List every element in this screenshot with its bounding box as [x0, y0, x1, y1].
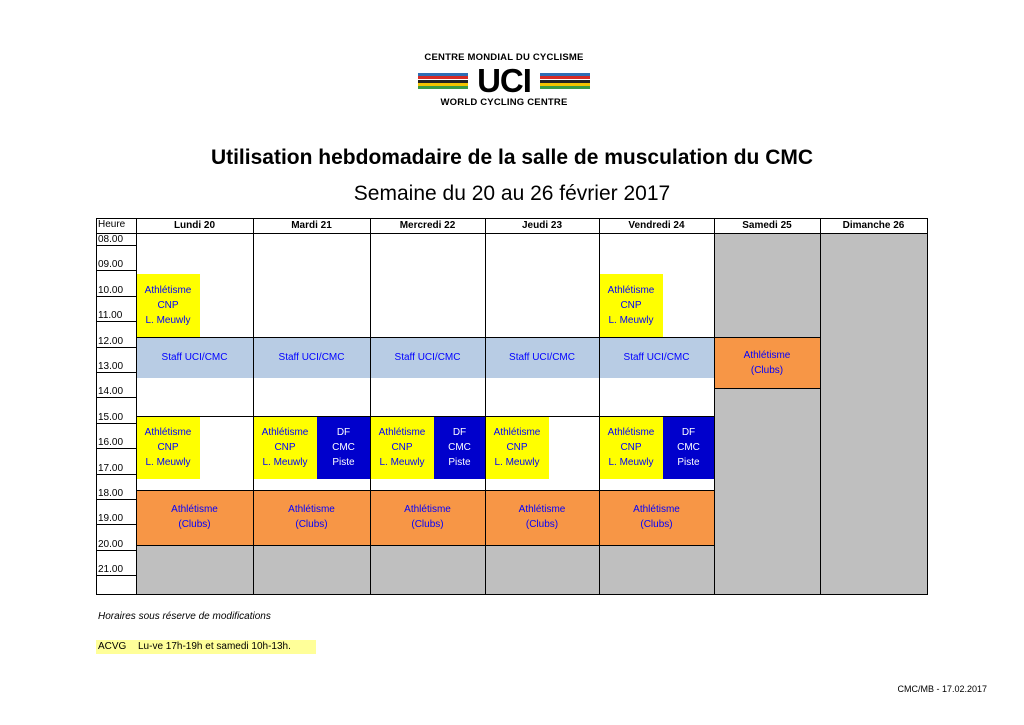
block-text: Athlétisme	[607, 427, 655, 439]
day-header: Mardi 21	[291, 220, 332, 231]
acvg-row	[96, 640, 316, 654]
block-text: Athlétisme	[518, 504, 566, 516]
time-row-line	[96, 347, 136, 348]
block-text: Staff UCI/CMC	[161, 351, 228, 363]
block-text: Athlétisme	[607, 284, 655, 296]
acvg-label: ACVG	[98, 641, 127, 652]
day-header: Jeudi 23	[521, 220, 563, 231]
page-subtitle: Semaine du 20 au 26 février 2017	[353, 182, 671, 205]
block-clubs-evening	[485, 490, 599, 546]
document-reference: CMC/MB - 17.02.2017	[897, 684, 987, 694]
column-line	[599, 218, 600, 595]
block-text: Athlétisme	[743, 349, 791, 361]
schedule-separator	[136, 490, 714, 491]
time-row-line	[96, 397, 136, 398]
block-text: Piste	[448, 457, 471, 469]
block-text: CMC	[332, 442, 355, 454]
block-text: Athlétisme	[288, 504, 335, 516]
closed-area-sunday	[820, 233, 927, 594]
day-header: Lundi 20	[173, 220, 216, 231]
block-df-piste	[434, 416, 485, 480]
block-text: (Clubs)	[525, 519, 559, 531]
acvg-text: Lu-ve 17h-19h et samedi 10h-13h.	[138, 641, 291, 652]
block-staff	[599, 337, 714, 378]
block-cnp-afternoon	[599, 416, 663, 480]
block-df-piste	[317, 416, 370, 480]
block-text: (Clubs)	[640, 519, 673, 531]
block-text: CNP	[620, 442, 642, 454]
time-row-line	[96, 245, 136, 246]
block-text: CNP	[620, 299, 642, 311]
block-df-piste	[663, 416, 714, 480]
column-line	[927, 218, 928, 595]
schedule-separator	[136, 337, 714, 338]
closed-area-saturday-afternoon	[714, 388, 820, 594]
time-label: 09.00	[98, 259, 124, 271]
block-text: Staff UCI/CMC	[509, 351, 575, 363]
page-title: Utilisation hebdomadaire de la salle de musculation du CMC	[210, 146, 814, 169]
block-text: CNP	[506, 442, 528, 454]
block-text: Staff UCI/CMC	[394, 351, 461, 363]
block-clubs-saturday	[714, 337, 820, 388]
block-staff	[253, 337, 370, 378]
block-text: Staff UCI/CMC	[623, 351, 690, 363]
time-label: 12.00	[98, 335, 124, 347]
block-cnp-afternoon	[253, 416, 317, 480]
block-text: CNP	[391, 442, 413, 454]
block-text: CMC	[448, 442, 471, 454]
time-row-line	[96, 270, 136, 271]
disclaimer-note: Horaires sous réserve de modifications	[98, 611, 271, 622]
block-text: Athlétisme	[144, 427, 192, 439]
table-border-bottom	[96, 594, 927, 595]
time-label: 13.00	[98, 361, 124, 372]
time-row-line	[96, 550, 136, 551]
block-text: Athlétisme	[378, 427, 426, 439]
column-line	[820, 218, 821, 595]
time-row-line	[96, 524, 136, 525]
block-text: L. Meuwly	[145, 457, 191, 469]
block-text: Athlétisme	[404, 504, 451, 516]
time-label: 16.00	[98, 437, 124, 449]
schedule-separator	[714, 388, 820, 389]
block-text: CNP	[274, 442, 296, 454]
schedule-separator	[714, 337, 820, 338]
time-row-line	[96, 423, 136, 424]
block-text: (Clubs)	[295, 519, 328, 531]
time-label: 14.00	[98, 386, 124, 398]
schedule-separator	[136, 545, 714, 546]
time-row-line	[96, 448, 136, 449]
block-text: Piste	[677, 457, 700, 469]
header-border	[96, 233, 927, 234]
time-label: 08.00	[98, 234, 124, 245]
column-line	[370, 218, 371, 595]
block-text: DF	[336, 427, 351, 439]
time-label: 18.00	[98, 488, 124, 499]
time-label: 10.00	[98, 284, 124, 296]
block-text: Athlétisme	[171, 504, 218, 516]
block-text: L. Meuwly	[262, 457, 308, 469]
uci-logo	[418, 52, 590, 110]
block-text: Athlétisme	[493, 427, 541, 439]
logo-uci-text: UCI	[468, 65, 540, 97]
block-staff	[485, 337, 599, 378]
block-text: L. Meuwly	[494, 457, 540, 469]
day-header: Dimanche 26	[842, 220, 905, 231]
block-text: Athlétisme	[261, 427, 309, 439]
block-cnp-afternoon	[136, 416, 200, 480]
day-header: Samedi 25	[742, 220, 792, 231]
time-label: 21.00	[98, 564, 124, 576]
block-text: L. Meuwly	[608, 314, 654, 326]
block-cnp-morning	[136, 274, 200, 338]
logo-mark	[418, 62, 590, 99]
block-text: Athlétisme	[144, 284, 192, 296]
time-row-line	[96, 321, 136, 322]
block-cnp-afternoon	[370, 416, 434, 480]
time-label: 20.00	[98, 538, 124, 550]
time-label: 17.00	[98, 462, 124, 474]
block-staff	[370, 337, 485, 378]
schedule-separator	[136, 416, 714, 417]
block-text: (Clubs)	[750, 364, 784, 376]
time-label: 15.00	[98, 411, 124, 423]
day-header: Mercredi 22	[399, 220, 456, 231]
column-line	[485, 218, 486, 595]
day-header: Vendredi 24	[628, 220, 685, 231]
column-line	[136, 218, 137, 595]
time-row-line	[96, 575, 136, 576]
block-text: L. Meuwly	[379, 457, 425, 469]
block-text: CMC	[677, 442, 700, 454]
logo-bottom-text: WORLD CYCLING CENTRE	[440, 97, 568, 108]
time-row-line	[96, 372, 136, 373]
time-row-line	[96, 499, 136, 500]
block-cnp-afternoon	[485, 416, 549, 480]
column-line	[253, 218, 254, 595]
table-corner-label: Heure	[98, 219, 126, 230]
block-clubs-evening	[253, 490, 370, 546]
block-text: (Clubs)	[178, 519, 211, 531]
block-staff	[136, 337, 253, 378]
block-text: DF	[452, 427, 467, 439]
column-line	[714, 218, 715, 595]
block-text: (Clubs)	[411, 519, 444, 531]
block-text: L. Meuwly	[608, 457, 654, 469]
closed-area-evening	[136, 545, 714, 593]
block-cnp-morning	[599, 274, 663, 338]
time-label: 11.00	[98, 310, 123, 322]
time-row-line	[96, 296, 136, 297]
closed-area-saturday-morning	[714, 233, 820, 337]
block-text: CNP	[157, 442, 179, 454]
block-text: DF	[681, 427, 696, 439]
block-clubs-evening	[370, 490, 485, 546]
time-label: 19.00	[98, 513, 124, 525]
block-text: Athlétisme	[633, 504, 680, 516]
block-text: Staff UCI/CMC	[278, 351, 345, 363]
block-clubs-evening	[599, 490, 714, 546]
logo-top-text: CENTRE MONDIAL DU CYCLISME	[424, 52, 584, 63]
block-text: CNP	[157, 299, 179, 311]
block-text: L. Meuwly	[145, 314, 191, 326]
time-row-line	[96, 474, 136, 475]
block-text: Piste	[332, 457, 355, 469]
column-line	[96, 218, 97, 595]
block-clubs-evening	[136, 490, 253, 546]
